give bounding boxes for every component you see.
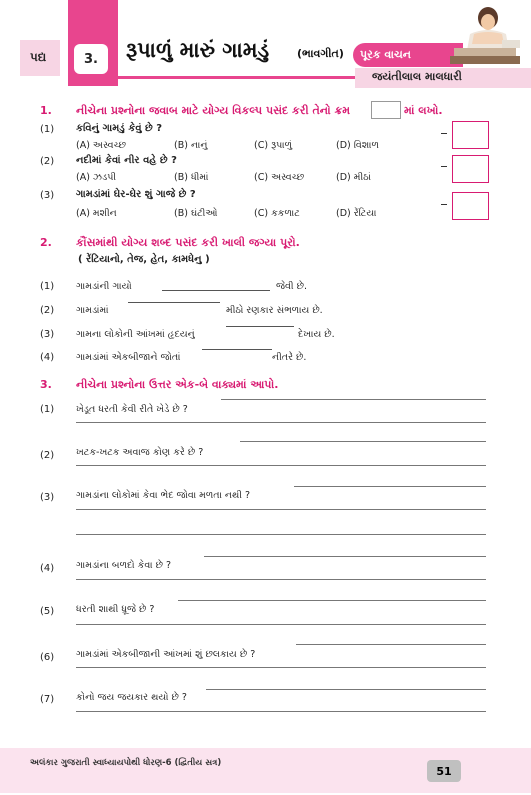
section1-number: 1. bbox=[40, 104, 52, 117]
section2-instruction: કૌંસમાંથી યોગ્ય શબ્દ પસંદ કરી ખાલી જગ્યા પૂરો. bbox=[76, 236, 300, 249]
s3-q4-number: (4) bbox=[40, 563, 55, 574]
s1-q1-option-c[interactable]: (C) રૂપાળું bbox=[254, 140, 293, 151]
s2-item2-before: ગામડાંમાં bbox=[76, 305, 109, 316]
s1-q3-number: (3) bbox=[40, 190, 55, 201]
s2-item3-before: ગામના લોકોની આંખમાં હૃદયનું bbox=[76, 329, 195, 340]
type-label: પદ્ય bbox=[30, 50, 47, 64]
answer-line[interactable] bbox=[76, 624, 486, 625]
s3-q7-number: (7) bbox=[40, 694, 55, 705]
s1-q2-option-b[interactable]: (B) ધીમાં bbox=[174, 172, 209, 183]
answer-line[interactable] bbox=[178, 600, 486, 601]
s3-q5-number: (5) bbox=[40, 606, 55, 617]
s1-q1-option-b[interactable]: (B) નાનું bbox=[174, 140, 208, 151]
s2-item3-blank[interactable] bbox=[226, 326, 294, 327]
s1-q3-option-c[interactable]: (C) કકળાટ bbox=[254, 208, 300, 219]
s1-q2-option-d[interactable]: (D) મીઠાં bbox=[336, 172, 372, 183]
answer-line[interactable] bbox=[76, 711, 486, 712]
s2-item1-blank[interactable] bbox=[162, 290, 270, 291]
s1-q2-answer-box[interactable] bbox=[452, 155, 489, 183]
section3-instruction: નીચેના પ્રશ્નોના ઉત્તર એક-બે વાક્યમાં આપો. bbox=[76, 378, 279, 391]
answer-line[interactable] bbox=[76, 422, 486, 423]
s1-q2-option-a[interactable]: (A) ઝડપી bbox=[76, 172, 117, 183]
page-number: 51 bbox=[427, 760, 461, 782]
s3-q1-number: (1) bbox=[40, 404, 55, 415]
s2-item1-number: (1) bbox=[40, 281, 55, 292]
s2-item3-after: દેખાય છે. bbox=[298, 329, 335, 340]
s1-q1-option-d[interactable]: (D) વિશાળ bbox=[336, 140, 379, 151]
s3-q3-text: ગામડાંના લોકોમાં કેવા ભેદ જોવા મળતા નથી ? bbox=[76, 490, 251, 501]
answer-line[interactable] bbox=[204, 556, 486, 557]
lesson-title: રૂપાળું મારું ગામડું bbox=[126, 38, 270, 62]
answer-line[interactable] bbox=[296, 644, 486, 645]
answer-line[interactable] bbox=[76, 667, 486, 668]
inline-answer-box bbox=[371, 101, 401, 119]
answer-line[interactable] bbox=[221, 399, 486, 400]
author-name: જયંતીલાલ માલધારી bbox=[372, 70, 462, 83]
s3-q4-text: ગામડાંના બળદો કેવા છે ? bbox=[76, 560, 172, 571]
answer-line[interactable] bbox=[240, 441, 486, 442]
s2-item4-blank[interactable] bbox=[202, 349, 272, 350]
s1-q2-number: (2) bbox=[40, 156, 55, 167]
s1-q1-option-a[interactable]: (A) અસ્વચ્છ bbox=[76, 140, 127, 151]
s1-q3-text: ગામડાંમાં ઘેર-ઘેર શું ગાજે છે ? bbox=[76, 189, 196, 200]
badge-label: પૂરક વાચન bbox=[360, 48, 411, 61]
answer-line[interactable] bbox=[76, 534, 486, 535]
s2-item3-number: (3) bbox=[40, 329, 55, 340]
section1-instruction-end: માં લખો. bbox=[404, 104, 443, 117]
footer-book-title: અલંકાર ગુજરાતી સ્વાધ્યાયપોથી ધોરણ-6 (દ્વિતીય સત્ર) bbox=[30, 758, 222, 768]
s1-q1-text: કવિનું ગામડું કેવું છે ? bbox=[76, 123, 163, 134]
s2-item4-after: નીતરે છે. bbox=[272, 352, 307, 363]
answer-dash bbox=[441, 204, 447, 205]
s3-q6-number: (6) bbox=[40, 652, 55, 663]
s2-item1-before: ગામડાંની ગાયો bbox=[76, 281, 132, 292]
s3-q2-text: ખટક-ખટક અવાજ કોણ કરે છે ? bbox=[76, 447, 204, 458]
s3-q2-number: (2) bbox=[40, 450, 55, 461]
section2-number: 2. bbox=[40, 236, 52, 249]
section1-instruction: નીચેના પ્રશ્નોના જવાબ માટે યોગ્ય વિકલ્પ પસંદ કરી તેનો ક્રમ bbox=[76, 104, 351, 117]
section3-number: 3. bbox=[40, 378, 52, 391]
s1-q3-option-a[interactable]: (A) મશીન bbox=[76, 208, 117, 219]
s2-item1-after: જેવી છે. bbox=[276, 281, 308, 292]
answer-line[interactable] bbox=[206, 689, 486, 690]
s1-q2-text: નદીમાં કેવાં નીર વહે છે ? bbox=[76, 155, 177, 166]
s2-item2-blank[interactable] bbox=[128, 302, 220, 303]
s1-q2-option-c[interactable]: (C) અસ્વચ્છ bbox=[254, 172, 305, 183]
reading-girl-illustration-icon bbox=[440, 4, 526, 68]
answer-line[interactable] bbox=[294, 486, 486, 487]
s3-q1-text: ખેડૂત ધરતી કેવી રીતે ખેડે છે ? bbox=[76, 404, 188, 415]
answer-line[interactable] bbox=[76, 465, 486, 466]
lesson-subtitle: (ભાવગીત) bbox=[297, 47, 344, 60]
s1-q3-option-d[interactable]: (D) રેંટિયા bbox=[336, 208, 377, 219]
s2-item4-number: (4) bbox=[40, 352, 55, 363]
s3-q7-text: કોનો જય જયકાર થયો છે ? bbox=[76, 692, 187, 703]
answer-line[interactable] bbox=[76, 579, 486, 580]
s2-item2-after: મીઠો રણકાર સંભળાય છે. bbox=[226, 305, 323, 316]
lesson-number: 3. bbox=[74, 44, 108, 74]
s1-q3-option-b[interactable]: (B) ઘંટીઓ bbox=[174, 208, 218, 219]
s3-q3-number: (3) bbox=[40, 492, 55, 503]
answer-dash bbox=[441, 166, 447, 167]
s1-q3-answer-box[interactable] bbox=[452, 192, 489, 220]
s3-q5-text: ધરતી શાથી ધ્રૂજે છે ? bbox=[76, 604, 155, 615]
s2-item4-before: ગામડાંમાં એકબીજાને જોતાં bbox=[76, 352, 181, 363]
answer-line[interactable] bbox=[76, 509, 486, 510]
s3-q6-text: ગામડાંમાં એકબીજાની આંખમાં શું છલકાય છે ? bbox=[76, 649, 256, 660]
s2-item2-number: (2) bbox=[40, 305, 55, 316]
s1-q1-number: (1) bbox=[40, 124, 55, 135]
section2-word-bank: ( રેંટિયાનો, તેજ, હેત, કામધેનુ ) bbox=[78, 254, 210, 265]
s1-q1-answer-box[interactable] bbox=[452, 121, 489, 149]
answer-dash bbox=[441, 133, 447, 134]
